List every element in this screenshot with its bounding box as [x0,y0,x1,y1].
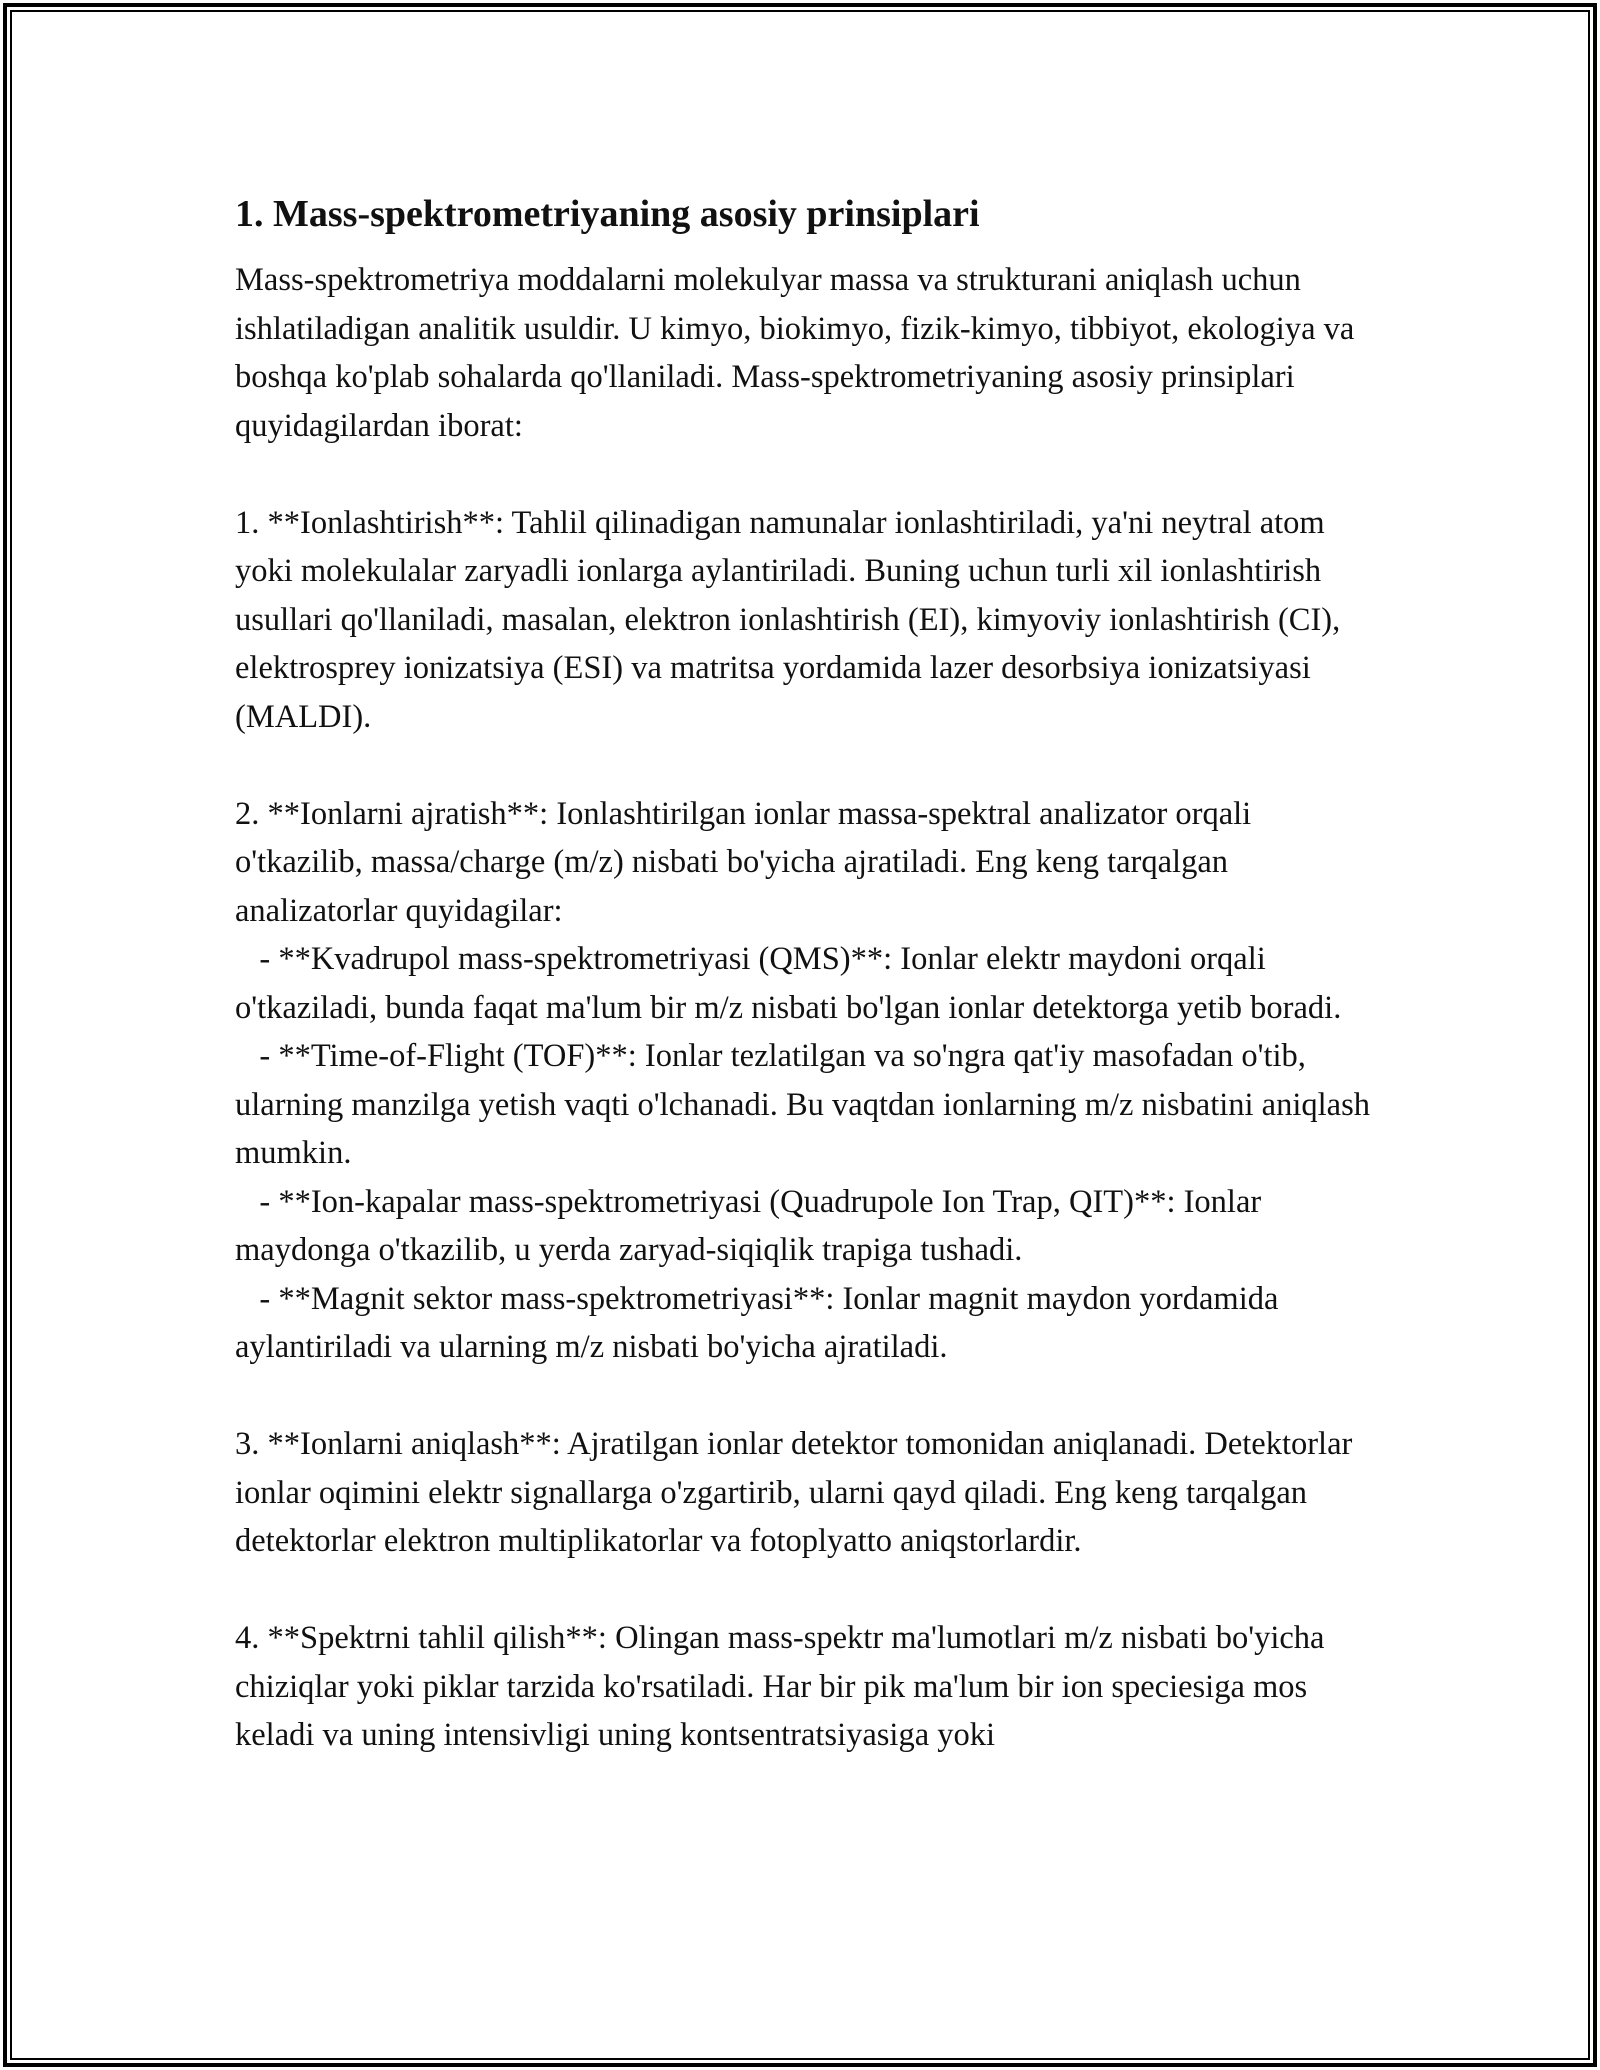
analyzer-subitem-qms: - **Kvadrupol mass-spektrometriyasi (QMS)**: Ionlar elektr maydoni orqali o'tkaziladi, bunda faqat ma'lum bir m/z nisbati bo'lgan ionlar detektorga yetib boradi. [235,941,1342,1026]
list-item-ion-detection: 3. **Ionlarni aniqlash**: Ajratilgan ionlar detektor tomonidan aniqlanadi. Detektorlar ionlar oqimini elektr signallarga o'zgartirib, ularni qayd qiladi. Eng keng tarqalgan detektorlar elektron multiplikatorlar va fotoplyatto aniqstorlardir. [235,1426,1353,1559]
analyzer-subitem-magnetic: - **Magnit sektor mass-spektrometriyasi**: Ionlar magnit maydon yordamida aylantiriladi va ularning m/z nisbati bo'yicha ajratiladi. [235,1280,1287,1365]
analyzer-subitem-qit: - **Ion-kapalar mass-spektrometriyasi (Quadrupole Ion Trap, QIT)**: Ionlar maydonga o'tkazilib, u yerda zaryad-siqiqlik trapiga tushadi. [235,1183,1270,1268]
ion-separation-lead: 2. **Ionlarni ajratish**: Ionlashtirilgan ionlar massa-spektral analizator orqali o'tkazilib, massa/charge (m/z) nisbati bo'yicha ajratiladi. Eng keng tarqalgan analizatorlar quyidagilar: [235,795,1252,929]
list-item-ion-separation [235,790,1385,1372]
section-title: 1. Mass-spektrometriyaning asosiy prinsiplari [235,193,980,235]
intro-paragraph: Mass-spektrometriya moddalarni molekulyar massa va strukturani aniqlash uchun ishlatiladigan analitik usuldir. U kimyo, biokimyo, fizik-kimyo, tibbiyot, ekologiya va boshqa ko'plab sohalarda qo'llaniladi. Mass-spektrometriyaning asosiy prinsiplari quyidagilardan iborat: [235,262,1355,444]
document-body [235,188,1385,1808]
analyzer-subitem-tof: - **Time-of-Flight (TOF)**: Ionlar tezlatilgan va so'ngra qat'iy masofadan o'tib, ularning manzilga yetish vaqti o'lchanadi. Bu vaqtdan ionlarning m/z nisbatini aniqlash mumkin. [235,1038,1379,1171]
list-item-spectrum-analysis: 4. **Spektrni tahlil qilish**: Olingan mass-spektr ma'lumotlari m/z nisbati bo'yicha chiziqlar yoki piklar tarzida ko'rsatiladi. Har bir pik ma'lum bir ion speciesiga mos keladi va uning intensivligi uning kontsentratsiyasiga yoki [235,1620,1325,1753]
list-item-ionization: 1. **Ionlashtirish**: Tahlil qilinadigan namunalar ionlashtiriladi, ya'ni neytral atom yoki molekulalar zaryadli ionlarga aylantiriladi. Buning uchun turli xil ionlashtirish usullari qo'llaniladi, masalan, elektron ionlashtirish (EI), kimyoviy ionlashtirish (CI), elektrosprey ionizatsiya (ESI) va matritsa yordamida lazer desorbsiya ionizatsiyasi (MALDI). [235,504,1341,735]
